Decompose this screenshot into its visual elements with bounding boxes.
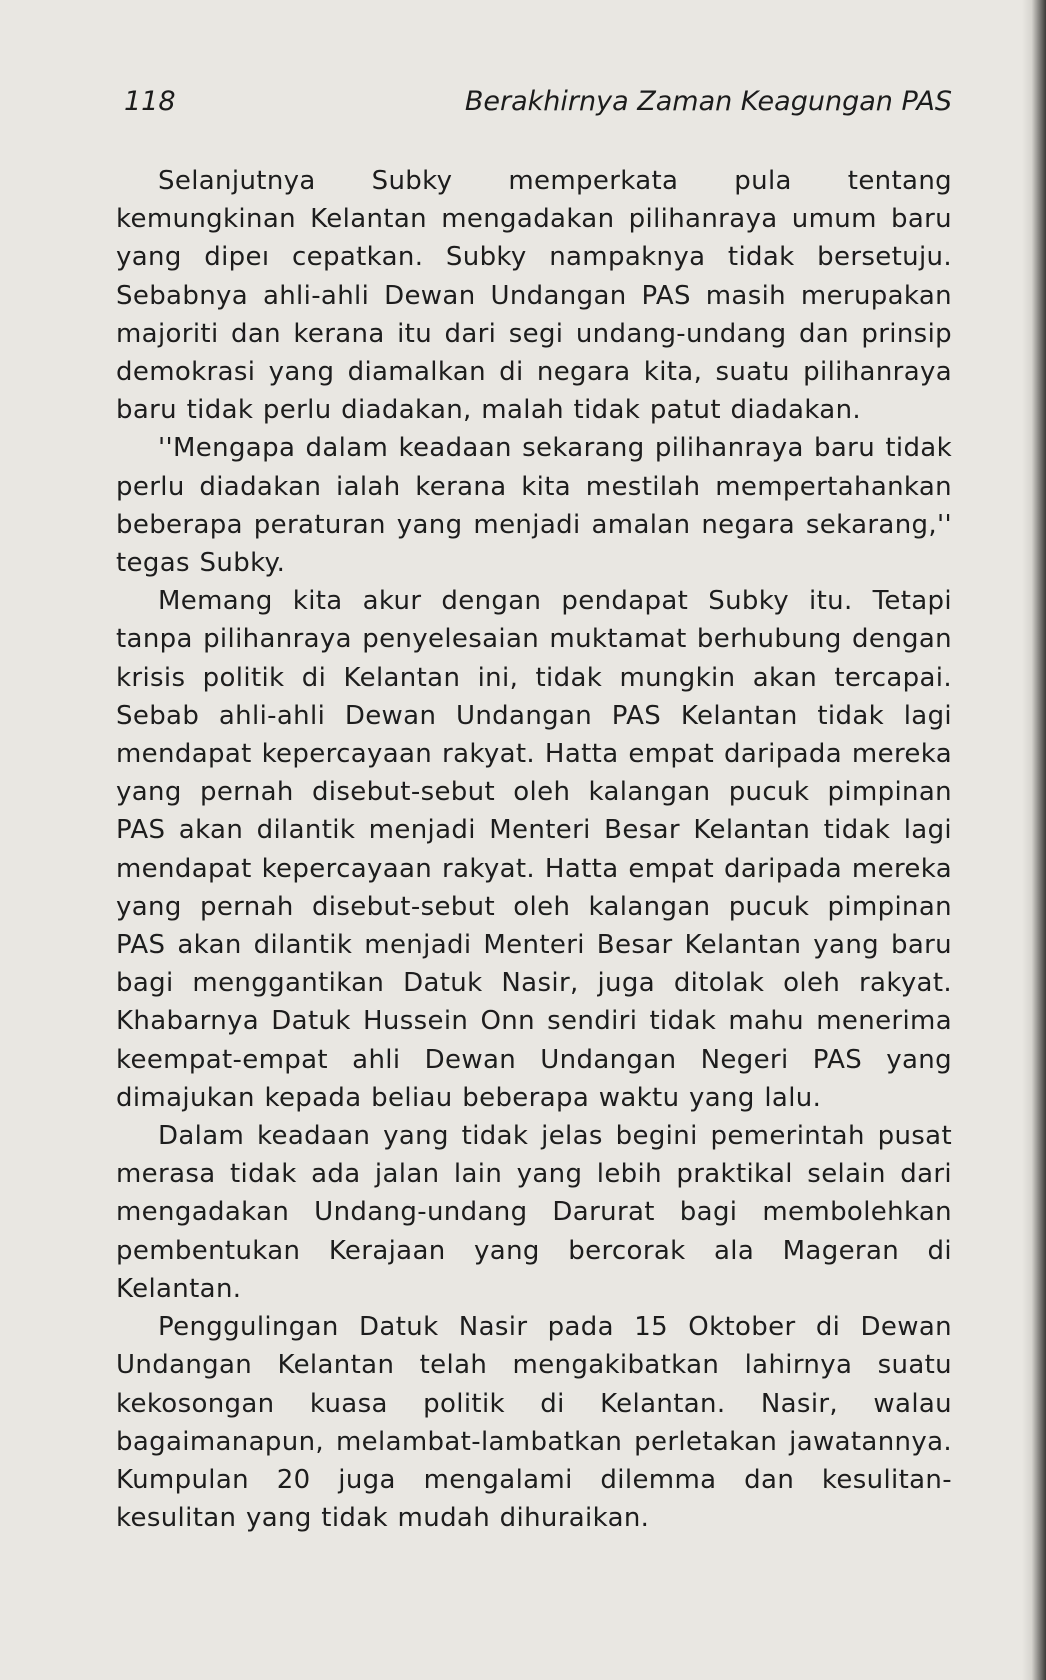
body-text	[116, 162, 952, 1537]
paragraph: Penggulingan Datuk Nasir pada 15 Oktober di Dewan Undangan Kelantan telah mengakibatkan lahirnya suatu kekosongan kuasa politik di Kelantan. Nasir, walau bagaimanapun, melambat-lambatkan perletakan jawatannya. Kumpulan 20 juga mengalami dilemma dan kesulitan-kesulitan yang tidak mudah dihuraikan.	[116, 1312, 952, 1534]
running-title: Berakhirnya Zaman Keagungan PAS	[464, 86, 952, 117]
page-number: 118	[124, 86, 176, 117]
paragraph: Memang kita akur dengan pendapat Subky itu. Tetapi tanpa pilihanraya penyelesaian muktamat berhubung dengan krisis politik di Kelantan ini, tidak mungkin akan tercapai. Sebab ahli-ahli Dewan Undangan PAS Kelantan tidak lagi mendapat kepercayaan rakyat. Hatta empat daripada mereka yang pernah disebut-sebut oleh kalangan pucuk pimpinan PAS akan dilantik menjadi Menteri Besar Kelantan tidak lagi mendapat kepercayaan rakyat. Hatta empat daripada mereka yang pernah disebut-sebut oleh kalangan pucuk pimpinan PAS akan dilantik menjadi Menteri Besar Kelantan yang baru bagi menggantikan Datuk Nasir, juga ditolak oleh rakyat. Khabarnya Datuk Hussein Onn sendiri tidak mahu menerima keempat-empat ahli Dewan Undangan Negeri PAS yang dimajukan kepada beliau beberapa waktu yang lalu.	[116, 586, 952, 1113]
running-head	[120, 86, 952, 126]
paragraph: Dalam keadaan yang tidak jelas begini pemerintah pusat merasa tidak ada jalan lain yang lebih praktikal selain dari mengadakan Undang-undang Darurat bagi membolehkan pembentukan Kerajaan yang bercorak ala Mageran di Kelantan.	[116, 1121, 952, 1304]
page-edge-shadow	[1022, 0, 1046, 1680]
paragraph: Selanjutnya Subky memperkata pula tentang kemungkinan Kelantan mengadakan pilihanraya umum baru yang dipeı cepatkan. Subky nampaknya tidak bersetuju. Sebabnya ahli-ahli Dewan Undangan PAS masih merupakan majoriti dan kerana itu dari segi undang-undang dan prinsip demokrasi yang diamalkan di negara kita, suatu pilihanraya baru tidak perlu diadakan, malah tidak patut diadakan.	[116, 166, 952, 426]
paragraph: ''Mengapa dalam keadaan sekarang pilihanraya baru tidak perlu diadakan ialah kerana kita mestilah mempertahankan beberapa peraturan yang menjadi amalan negara sekarang,'' tegas Subky.	[116, 433, 952, 579]
